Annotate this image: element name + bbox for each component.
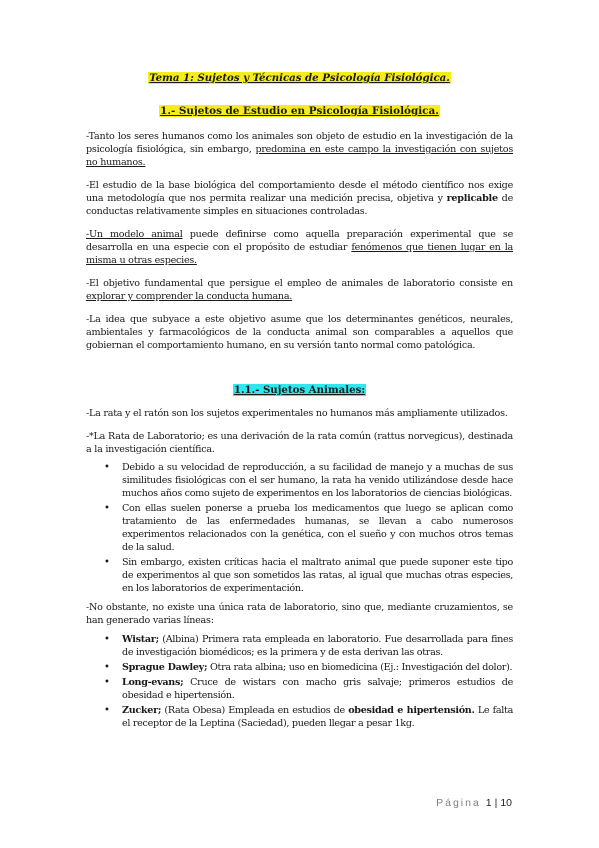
rat-facts-list [86, 461, 513, 595]
text-run: puede definirse como aquella preparación experimental que se desarrolla en una especie con el propósito de estudiar [86, 229, 513, 253]
section1-paragraph-2 [86, 179, 513, 218]
list-item-sprague-dawley [122, 661, 513, 674]
page-total: 10 [500, 797, 512, 809]
section2-paragraph-1: -La rata y el ratón son los sujetos experimentales no humanos más ampliamente utilizados. [86, 408, 508, 419]
list-item-long-evans [122, 676, 513, 702]
strain-name: Long-evans [122, 677, 181, 688]
page-footer [436, 797, 512, 809]
section2-heading-row [86, 378, 513, 397]
text-run: -El objetivo fundamental que persigue el empleo de animales de laboratorio consiste en [86, 278, 513, 289]
strain-name: Sprague Dawley [122, 662, 204, 673]
text-run: -El estudio de la base biológica del comportamiento desde el método científico nos exige una metodología que nos permita realizar una medición precisa, objetiva y [86, 180, 513, 204]
section2-paragraph-2: -*La Rata de Laboratorio; es una derivación de la rata común (rattus norvegicus), destinada a la investigación científica. [86, 431, 513, 455]
strain-description: Le falta el receptor de la Leptina (Saciedad), pueden llegar a pesar 1kg. [122, 705, 513, 729]
section2-heading: 1.1.- Sujetos Animales: [233, 384, 366, 396]
underlined-text: fenómenos que tienen lugar en la misma u otras especies. [86, 242, 513, 266]
list-item: • Sin embargo, existen críticas hacia el maltrato animal que puede suponer este tipo de experimentos al que son sometidos las ratas, al igual que muchas otras especies, en los laboratorios de experimentación. [122, 556, 513, 595]
text-run: -Tanto los seres humanos como los animales son objeto de estudio en la investigación de la psicología fisiológica, sin embargo, [86, 131, 513, 155]
list-item-zucker [122, 704, 513, 730]
page-number: 1 [485, 797, 492, 809]
section1-paragraph-3 [86, 228, 513, 267]
strain-separator: ; [180, 677, 184, 688]
section2-paragraph-3: -No obstante, no existe una única rata de laboratorio, sino que, mediante cruzamientos, se han generado varias líneas: [86, 602, 513, 626]
underlined-text: predomina en este campo la investigación con sujetos no humanos. [86, 144, 513, 168]
bold-text: replicable [446, 193, 498, 204]
strain-description: (Albina) Primera rata empleada en laboratorio. Fue desarrollada para fines de investigación biomédicos; es la primera y de esta derivan las otras. [122, 634, 513, 658]
document-page [86, 66, 513, 732]
strain-description: (Rata Obesa) Empleada en estudios de [161, 705, 349, 716]
strain-description: Cruce de wistars con macho gris salvaje; primeros estudios de obesidad e hipertensión. [122, 677, 513, 701]
strain-name: Wistar [122, 634, 156, 645]
strain-separator: ; [155, 634, 159, 645]
underlined-text: -Un modelo animal [86, 229, 183, 240]
list-item: • Debido a su velocidad de reproducción, a su facilidad de manejo y a muchas de sus similitudes fisiológicas con el ser humano, la rata ha venido utilizándose desde hace muchos años como sujeto de experimentos en los laboratorios de ciencias biológicas. [122, 461, 513, 500]
section1-paragraph-5: -La idea que subyace a este objetivo asume que los determinantes genéticos, neurales, ambientales y farmacológicos de la conducta animal son comparables a aquellos que gobiernan el comportamiento humano, en su versión tanto normal como patológica. [86, 314, 513, 351]
title-row [86, 66, 513, 85]
rat-strains-list [86, 633, 513, 730]
section1-paragraph-4 [86, 277, 513, 303]
section1-paragraph-1 [86, 130, 513, 169]
strain-separator: ; [157, 705, 162, 716]
page-separator: | [494, 797, 498, 809]
bold-text: obesidad e hipertensión. [348, 705, 475, 716]
section1-heading: 1.- Sujetos de Estudio en Psicología Fisiológica. [160, 105, 439, 117]
list-item: • Con ellas suelen ponerse a prueba los medicamentos que luego se aplican como tratamiento de las enfermedades humanas, se llevan a cabo numerosos experimentos relacionados con la genética, con el sueño y con muchos otros temas de la salud. [122, 502, 513, 554]
underlined-text: explorar y comprender la conducta humana. [86, 291, 293, 302]
section1-heading-row [86, 99, 513, 118]
document-title: Tema 1: Sujetos y Técnicas de Psicología Fisiológica. [149, 72, 450, 84]
text-run: de conductas relativamente simples en situaciones controladas. [86, 193, 513, 217]
strain-description: Otra rata albina; uso en biomedicina (Ej.: Investigación del dolor). [207, 662, 513, 673]
list-item-wistar [122, 633, 513, 659]
strain-name: Zucker [122, 705, 158, 716]
strain-separator: ; [203, 662, 208, 673]
page-label: Página [436, 797, 481, 809]
